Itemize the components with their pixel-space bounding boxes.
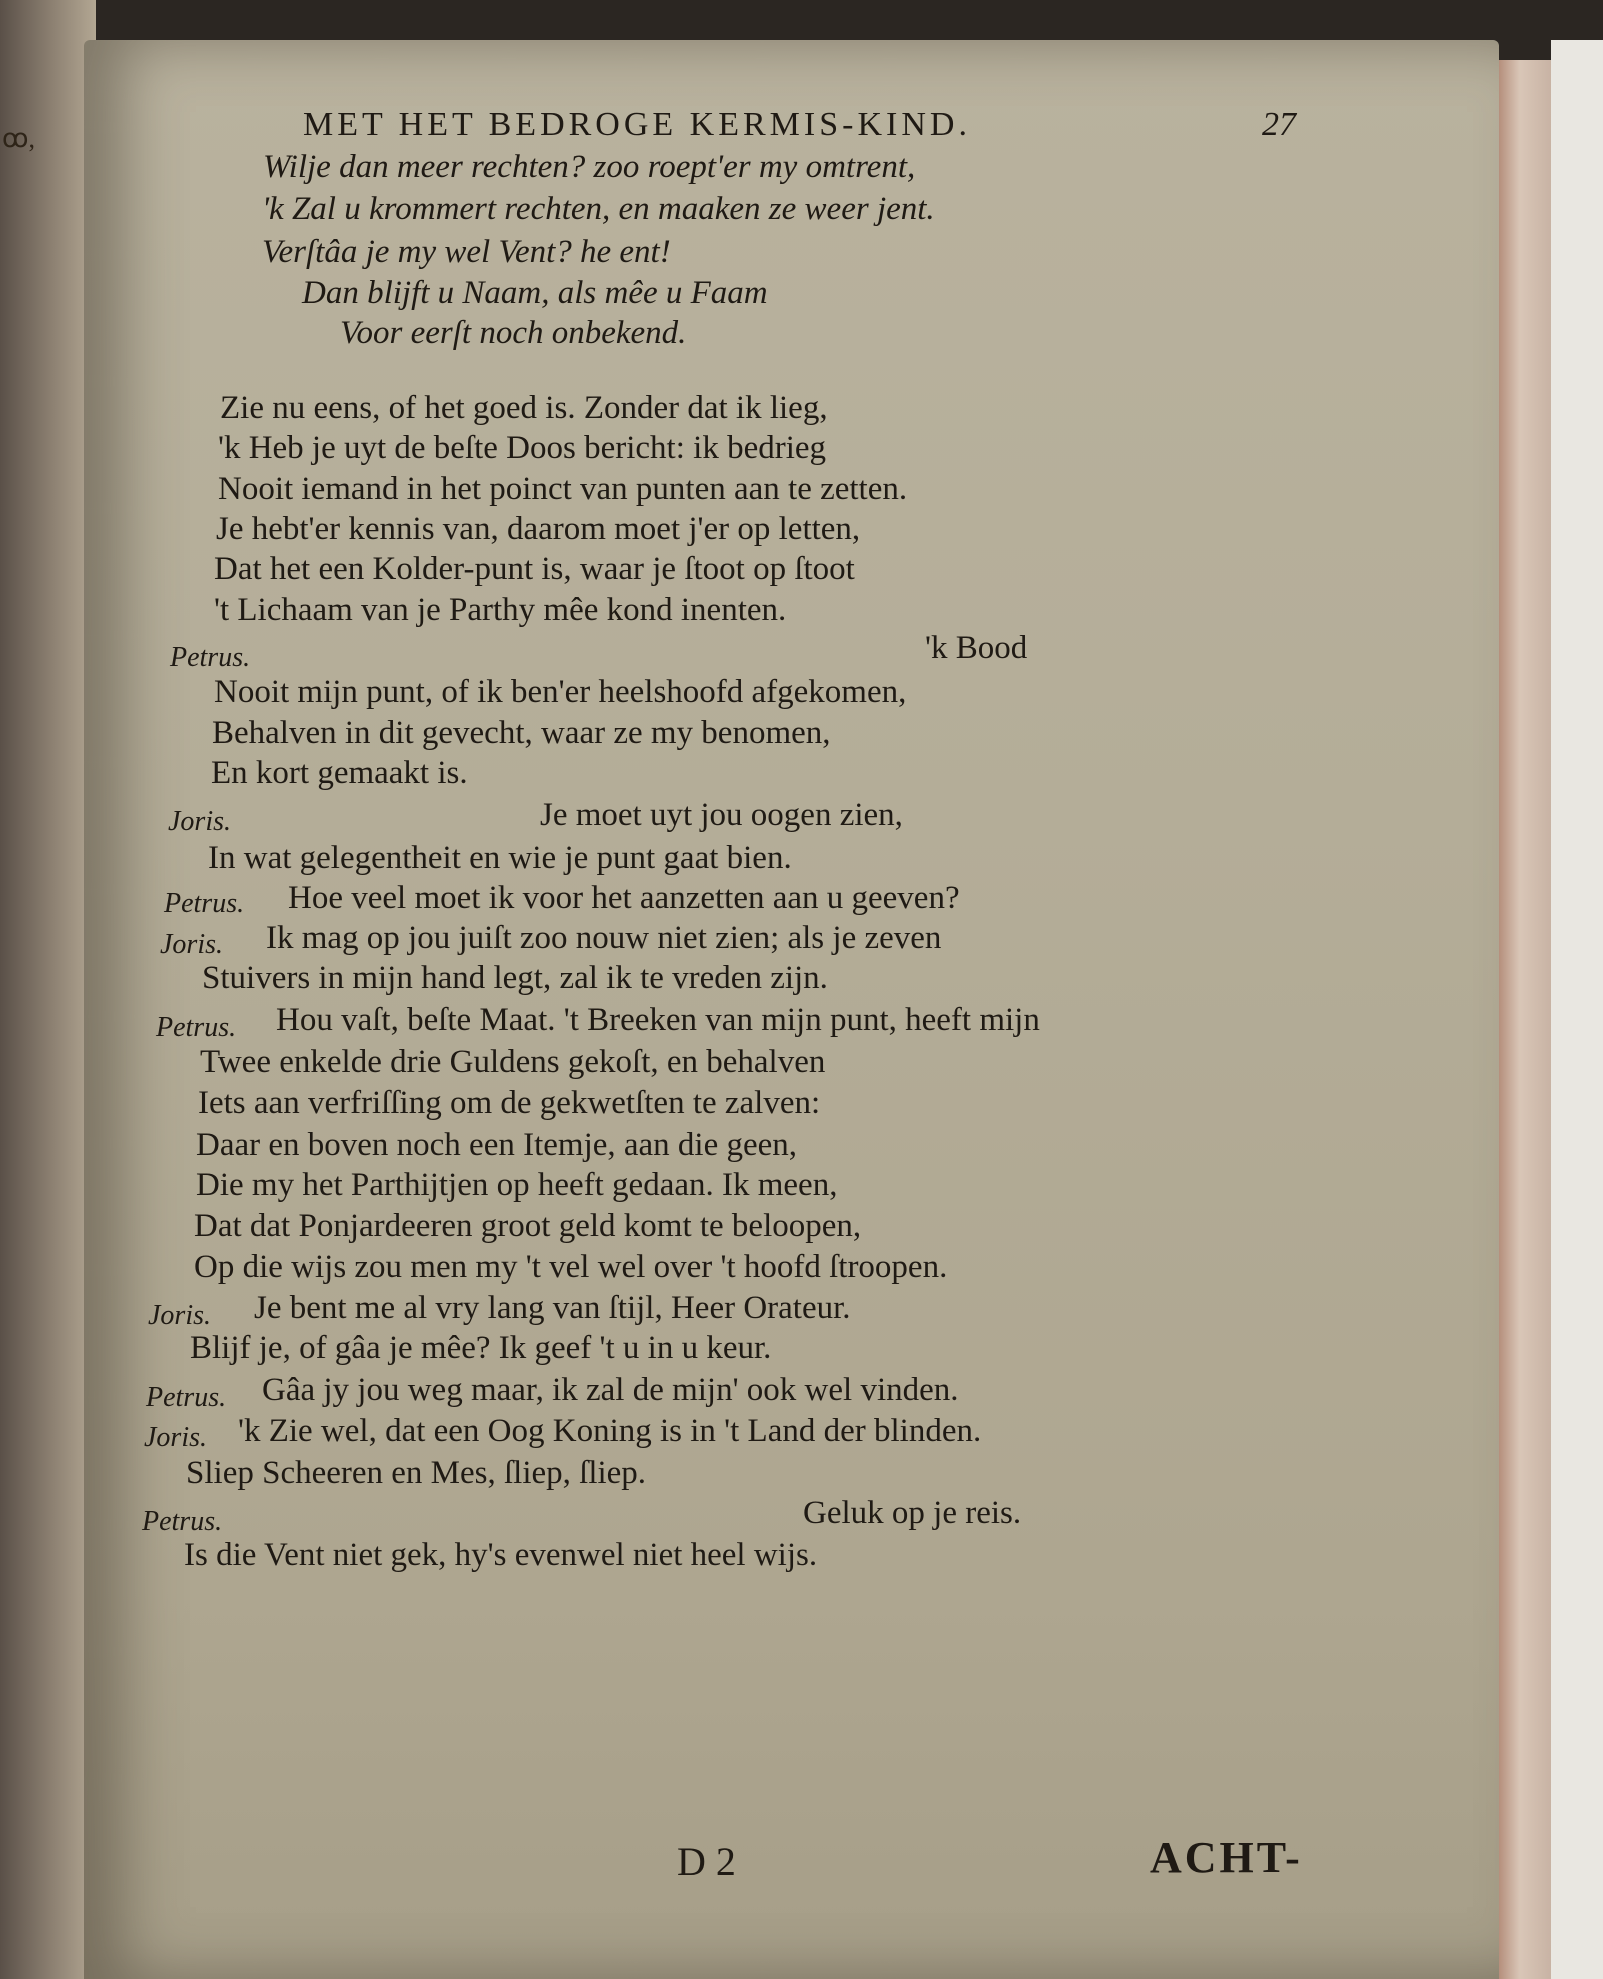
verse-line: Je bent me al vry lang van ſtijl, Heer Orateur. xyxy=(254,1290,851,1326)
previous-page-edge xyxy=(0,0,96,1979)
verse-line: Ik mag op jou juiſt zoo nouw niet zien; als je zeven xyxy=(266,920,942,956)
verse-line: In wat gelegentheit en wie je punt gaat bien. xyxy=(208,840,792,876)
verse-line: Dat het een Kolder-punt is, waar je ſtoot op ſtoot xyxy=(214,551,855,587)
song-line: Dan blijft u Naam, als mêe u Faam xyxy=(302,275,768,311)
page-number: 27 xyxy=(1262,106,1296,143)
verse-line: En kort gemaakt is. xyxy=(211,755,468,791)
verse-line: Je moet uyt jou oogen zien, xyxy=(540,797,903,833)
catchword: ACHT- xyxy=(1150,1833,1303,1882)
verse-line: Blijf je, of gâa je mêe? Ik geef 't u in u keur. xyxy=(190,1330,772,1366)
running-title: MET HET BEDROGE KERMIS-KIND. xyxy=(303,106,971,143)
song-line: 'k Zal u krommert rechten, en maaken ze weer jent. xyxy=(262,191,935,227)
speaker-label: Joris. xyxy=(160,929,223,960)
verse-line: Sliep Scheeren en Mes, ſliep, ſliep. xyxy=(186,1455,647,1491)
verse-line: 'k Heb je uyt de beſte Doos bericht: ik bedrieg xyxy=(218,430,827,466)
verse-line: Stuivers in mijn hand legt, zal ik te vreden zijn. xyxy=(202,960,828,996)
speaker-label: Petrus. xyxy=(156,1012,237,1043)
verse-line: 'k Zie wel, dat een Oog Koning is in 't Land der blinden. xyxy=(238,1413,982,1449)
speaker-label: Joris. xyxy=(148,1300,211,1331)
verse-line: Hou vaſt, beſte Maat. 't Breeken van mijn punt, heeft mijn xyxy=(276,1002,1040,1038)
background-strip xyxy=(1551,40,1603,1979)
verse-line: Op die wijs zou men my 't vel wel over 't hoofd ſtroopen. xyxy=(194,1249,948,1285)
song-line: Voor eerſt noch onbekend. xyxy=(340,315,687,351)
speaker-label: Petrus. xyxy=(170,642,251,673)
song-line: Verſtâa je my wel Vent? he ent! xyxy=(262,234,671,270)
verse-line: Is die Vent niet gek, hy's evenwel niet heel wijs. xyxy=(184,1537,818,1573)
verse-line: Nooit iemand in het poinct van punten aan te zetten. xyxy=(218,471,908,507)
speaker-label: Petrus. xyxy=(146,1382,227,1413)
verse-line: Dat dat Ponjardeeren groot geld komt te beloopen, xyxy=(194,1208,862,1244)
page-stack-edge xyxy=(1499,60,1551,1979)
speaker-label: Joris. xyxy=(168,806,231,837)
song-line: Wilje dan meer rechten? zoo roept'er my omtrent, xyxy=(263,149,916,185)
speaker-label: Petrus. xyxy=(142,1506,223,1537)
verse-line: Je hebt'er kennis van, daarom moet j'er op letten, xyxy=(216,511,861,547)
verse-line: 't Lichaam van je Parthy mêe kond inenten. xyxy=(214,592,787,628)
verse-line: Daar en boven noch een Itemje, aan die geen, xyxy=(196,1127,798,1163)
verse-line: Zie nu eens, of het goed is. Zonder dat ik lieg, xyxy=(220,390,828,426)
verse-line: Gâa jy jou weg maar, ik zal de mijn' ook wel vinden. xyxy=(262,1372,959,1408)
verse-line: Hoe veel moet ik voor het aanzetten aan u geeven? xyxy=(288,880,960,916)
margin-text: ꝏ, xyxy=(2,124,35,153)
verse-line: Twee enkelde drie Guldens gekoſt, en behalven xyxy=(200,1044,826,1080)
verse-line: Behalven in dit gevecht, waar ze my benomen, xyxy=(212,715,831,751)
speaker-label: Petrus. xyxy=(164,888,245,919)
verse-line: Die my het Parthijtjen op heeft gedaan. Ik meen, xyxy=(196,1167,838,1203)
speaker-label: Joris. xyxy=(144,1422,207,1453)
signature-mark: D 2 xyxy=(677,1839,736,1884)
verse-line: Geluk op je reis. xyxy=(803,1495,1022,1531)
verse-line: 'k Bood xyxy=(925,630,1028,666)
verse-line: Iets aan verfriſſing om de gekwetſten te zalven: xyxy=(198,1085,821,1121)
verse-line: Nooit mijn punt, of ik ben'er heelshoofd afgekomen, xyxy=(214,674,907,710)
